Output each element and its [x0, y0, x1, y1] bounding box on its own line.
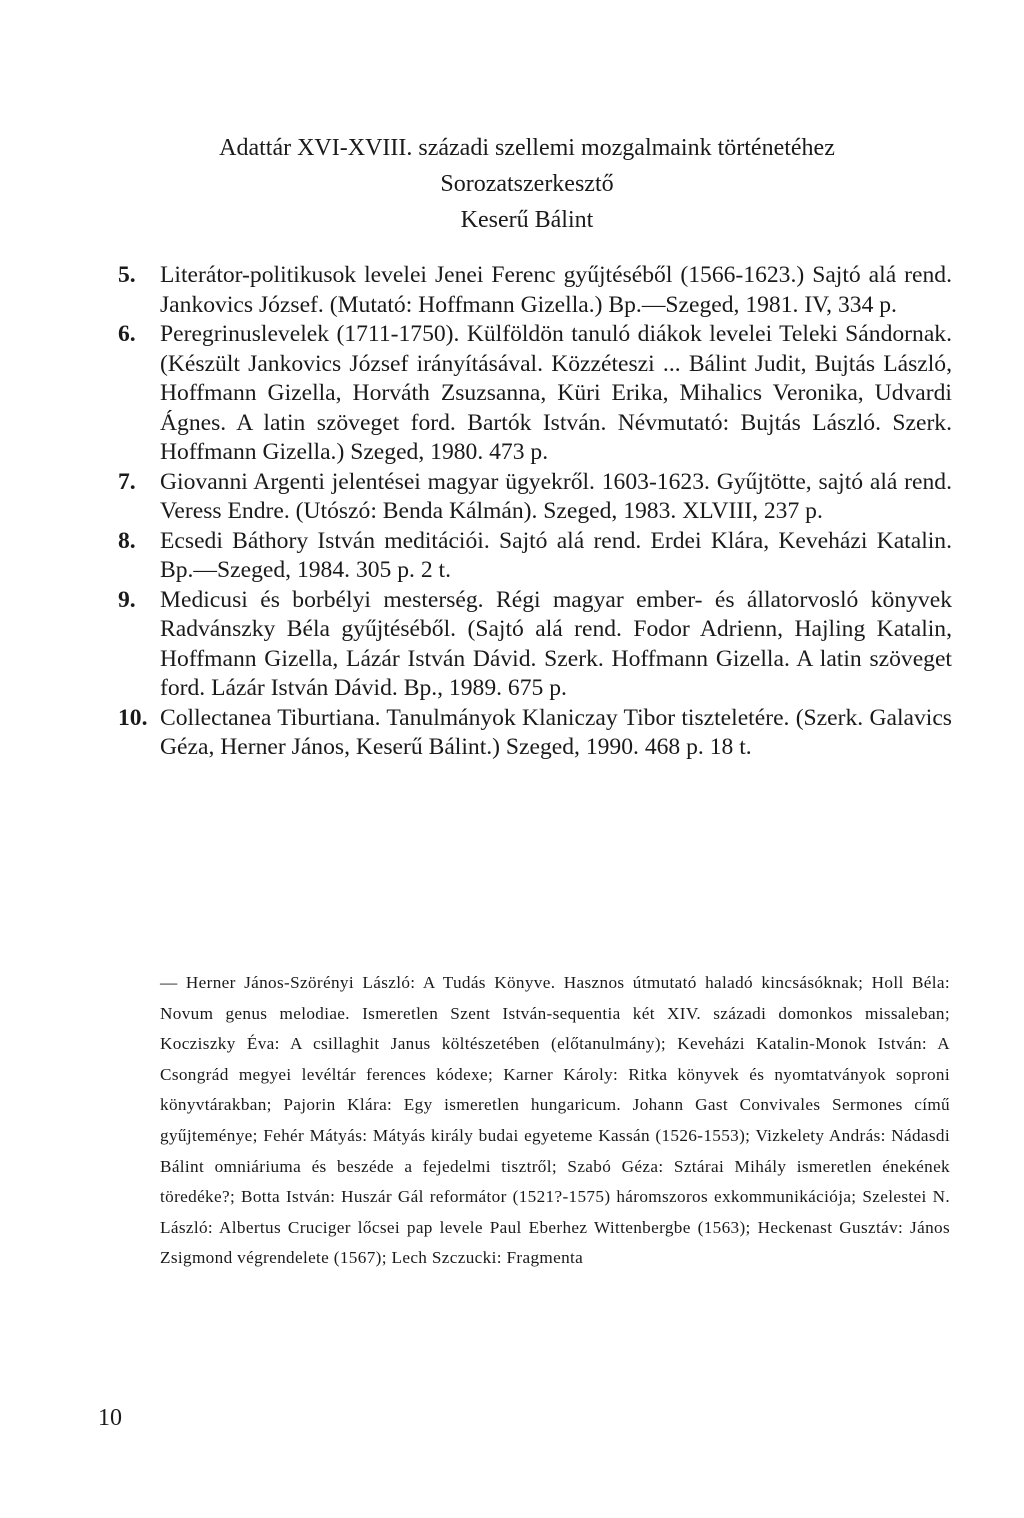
volume-number: 6. [118, 321, 136, 347]
volume-number: 9. [118, 586, 136, 613]
volume-list [118, 261, 952, 763]
page-number: 10 [98, 1405, 122, 1431]
volume-number: 8. [118, 527, 136, 554]
volume-description: Peregrinuslevelek (1711-1750). Külföldön tanuló diákok levelei Teleki Sándornak. (Készült Jankovics József irányításával. Közzéteszi ... Bálint Judit, Bujtás László, Hoffmann Gizella, Horváth Zsuzsanna, Küri Erika, Mihalics Veronika, Udvardi Ágnes. A latin szöveget ford. Bartók István. Névmutató: Bujtás László. Szerk. Hoffmann Gizella.) Szeged, 1980. 473 p. [160, 321, 952, 465]
volume-description: Collectanea Tiburtiana. Tanulmányok Klaniczay Tibor tiszteletére. (Szerk. Galavics Géza, Herner János, Keserű Bálint.) Szeged, 1990. 468 p. 18 t. [160, 704, 952, 760]
volume-contents-paragraph: — Herner János-Szörényi László: A Tudás Könyve. Hasznos útmutató haladó kincsásóknak; Holl Béla: Novum genus melodiae. Ismeretlen Szent István-sequentia két XIV. századi domonkos missaleban; Kocziszky Éva: A csillaghit Janus költészetében (előtanulmány); Keveházi Katalin-Monok István: A Csongrád megyei levéltár ferences kódexe; Karner Károly: Ritka könyvek és nyomtatványok soproni könyvtárakban; Pajorin Klára: Egy ismeretlen hungaricum. Johann Gast Convivales Sermones című gyűjteménye; Fehér Mátyás: Mátyás király budai egyeteme Kassán (1526-1553); Vizkelety András: Nádasdi Bálint omniáriuma és beszéde a fejedelmi tisztről; Szabó Géza: Sztárai Mihály ismeretlen énekének töredéke?; Botta István: Huszár Gál reformátor (1521?-1575) háromszoros exkommunikációja; Szelestei N. László: Albertus Cruciger lőcsei pap levele Paul Eberhez Wittenbergbe (1563); Heckenast Gusztáv: János Zsigmond végrendelete (1567); Lech Szczucki: Fragmenta [160, 973, 950, 1268]
volume-number: 5. [118, 262, 136, 288]
volume-entry-10 [118, 704, 952, 763]
volume-entry-8 [118, 527, 952, 586]
volume-description: Giovanni Argenti jelentései magyar ügyekről. 1603-1623. Gyűjtötte, sajtó alá rend. Veress Endre. (Utószó: Benda Kálmán). Szeged, 1983. XLVIII, 237 p. [160, 468, 952, 524]
series-header [160, 130, 894, 238]
volume-description: Medicusi és borbélyi mesterség. Régi magyar ember- és állatorvosló könyvek Radvánszky Béla gyűjtéséből. (Sajtó alá rend. Fodor Adrienn, Hajling Katalin, Hoffmann Gizella, Lázár István Dávid. Szerk. Hoffmann Gizella. A latin szöveget ford. Lázár István Dávid. Bp., 1989. 675 p. [160, 586, 952, 701]
series-editor-name: Keserű Bálint [460, 207, 594, 233]
series-editor-label: Sorozatszerkesztő [440, 171, 614, 197]
volume-entry-9 [118, 586, 952, 704]
volume-description: Literátor-politikusok levelei Jenei Ferenc gyűjtéséből (1566-1623.) Sajtó alá rend. Jankovics József. (Mutató: Hoffmann Gizella.) Bp.—Szeged, 1981. IV, 334 p. [160, 262, 952, 318]
volume-entry-6 [118, 320, 952, 468]
volume-description: Ecsedi Báthory István meditációi. Sajtó alá rend. Erdei Klára, Keveházi Katalin. Bp.—Szeged, 1984. 305 p. 2 t. [160, 527, 952, 583]
volume-entry-5 [118, 261, 952, 320]
volume-number: 10. [118, 704, 148, 731]
series-title: Adattár XVI-XVIII. századi szellemi mozgalmaink történetéhez [219, 135, 835, 161]
volume-number: 7. [118, 468, 136, 495]
volume-entry-7 [118, 468, 952, 527]
